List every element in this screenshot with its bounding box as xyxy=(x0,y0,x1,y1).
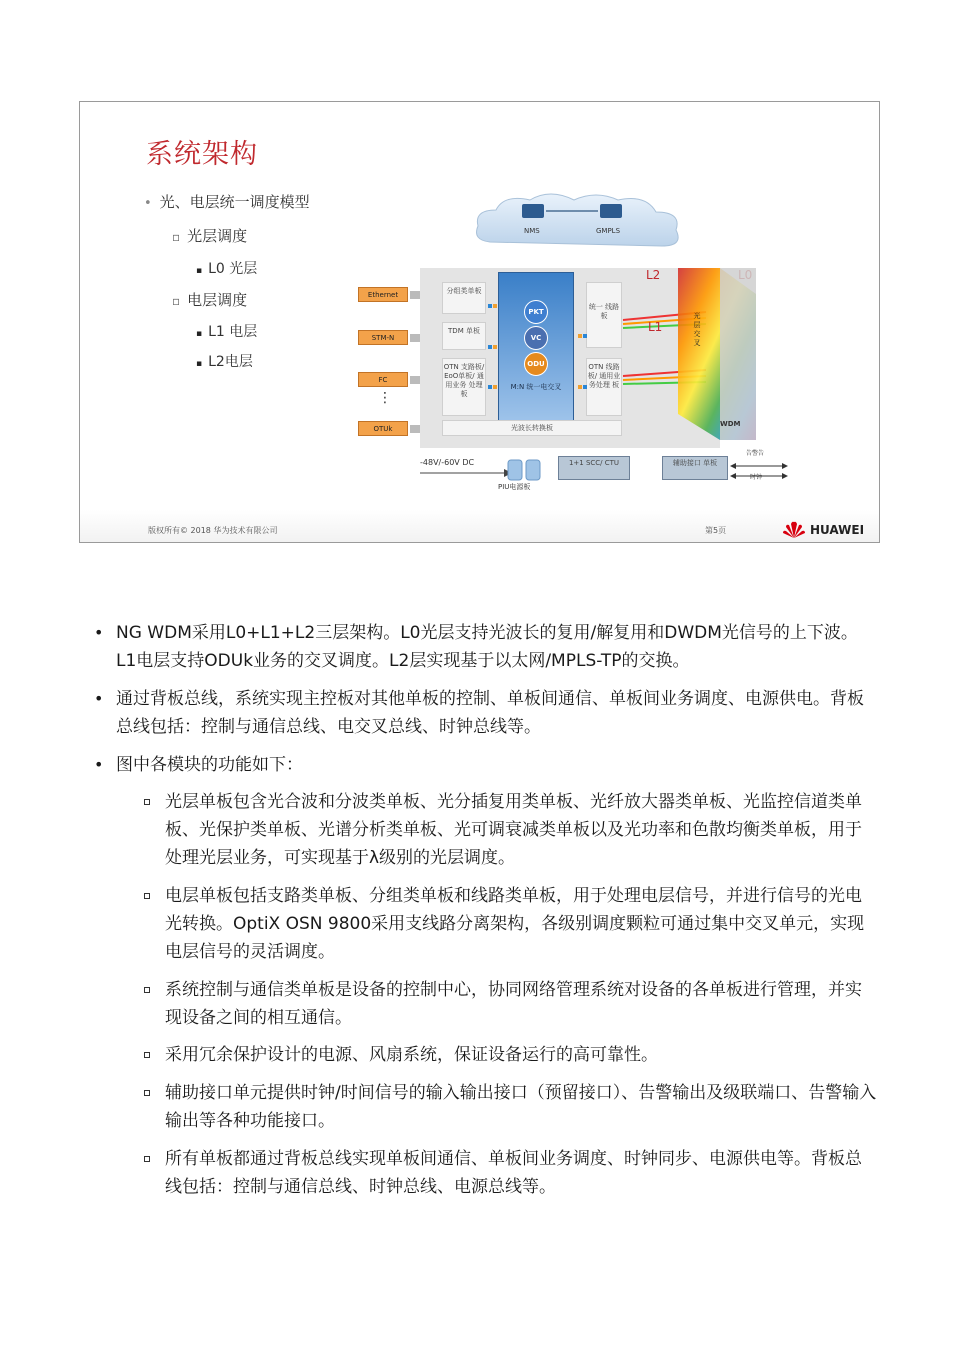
vc-circle: VC xyxy=(524,326,548,350)
architecture-diagram xyxy=(358,190,798,510)
huawei-flower-icon xyxy=(782,521,806,539)
slide-bullet: • 光、电层统一调度模型 xyxy=(144,191,310,212)
optical-cross-label: 光 层 交 叉 xyxy=(693,312,701,347)
odu-circle: ODU xyxy=(524,352,548,376)
alarm-label: 告警告 xyxy=(746,450,765,457)
list-item: • NG WDM采用L0+L1+L2三层架构。L0光层支持光波长的复用/解复用和DWDM光信号的上下波。L1电层支持ODUk业务的交叉调度。L2层实现基于以太网/MPLS-TP的交换。 xyxy=(116,619,876,675)
layer-l1-label: L1 xyxy=(648,320,663,334)
list-item: • 通过背板总线，系统实现主控板对其他单板的控制、单板间通信、单板间业务调度、电源供电。背板总线包括：控制与通信总线、电交叉总线、时钟总线等。 xyxy=(116,685,876,741)
slide-bullet: ▪ L2电层 xyxy=(196,351,253,371)
piu-label: PIU电源板 xyxy=(498,483,531,491)
clock-label: 时钟 xyxy=(750,474,763,481)
board-unified-line: 统一 线路板 xyxy=(586,282,622,348)
slide-title: 系统架构 xyxy=(146,139,258,170)
board-packet: 分组类单板 xyxy=(442,282,486,314)
slide-copyright: 版权所有© 2018 华为技术有限公司 xyxy=(148,526,278,535)
sub-list-item: 采用冗余保护设计的电源、风扇系统，保证设备运行的高可靠性。 xyxy=(165,1041,877,1069)
power-voltage-label: -48V/-60V DC xyxy=(420,458,475,467)
huawei-logo xyxy=(782,521,864,539)
huawei-brand-text: HUAWEI xyxy=(810,523,865,537)
interface-fc: FC xyxy=(358,372,408,387)
wdm-prism xyxy=(670,264,762,444)
ellipsis-dots: ⋮ xyxy=(378,390,392,406)
slide-bullet: ▫ 电层调度 xyxy=(172,289,247,310)
interface-otuk: OTUk xyxy=(358,421,408,436)
slide-bullet: ▪ L0 光层 xyxy=(196,258,257,278)
layer-l2-label: L2 xyxy=(646,268,661,282)
wdm-label: WDM xyxy=(720,420,741,428)
cloud-icon xyxy=(470,190,690,254)
slide-bullet: ▫ 光层调度 xyxy=(172,225,247,246)
piu-power-icon xyxy=(506,456,546,484)
interface-stm-n: STM-N xyxy=(358,330,408,345)
interface-ethernet: Ethernet xyxy=(358,287,408,302)
switch-label: M:N 统一电交叉 xyxy=(510,383,562,391)
board-wavelength-conversion: 光波长转换板 xyxy=(442,420,622,436)
slide-image xyxy=(79,101,880,543)
power-arrow xyxy=(420,468,512,478)
board-aux-interface: 辅助接口 单板 xyxy=(662,456,728,480)
sub-list-item: 电层单板包括支路类单板、分组类单板和线路类单板，用于处理电层信号，并进行信号的光电光转换。OptiX OSN 9800采用支线路分离架构，各级别调度颗粒可通过集中交叉单元，实现电层信号的灵活调度。 xyxy=(165,882,877,966)
sub-list-item: 所有单板都通过背板总线实现单板间通信、单板间业务调度、时钟同步、电源供电等。背板总线包括：控制与通信总线、时钟总线、电源总线等。 xyxy=(165,1145,877,1201)
slide-bullet: ▪ L1 电层 xyxy=(196,321,257,341)
pkt-circle: PKT xyxy=(524,300,548,324)
sub-list-item: 系统控制与通信类单板是设备的控制中心，协同网络管理系统对设备的各单板进行管理，并实现设备之间的相互通信。 xyxy=(165,976,877,1032)
board-otn-line: OTN 线路板/ 通用业 务处理 板 xyxy=(586,358,622,416)
board-scc-ctu: 1+1 SCC/ CTU xyxy=(558,456,630,480)
sub-list-item: 光层单板包含光合波和分波类单板、光分插复用类单板、光纤放大器类单板、光监控信道类单板、光保护类单板、光谱分析类单板、光可调衰减类单板以及光功率和色散均衡类单板，用于处理光层业务，可实现基于λ级别的光层调度。 xyxy=(165,788,877,872)
list-item: • 图中各模块的功能如下： xyxy=(116,751,876,779)
board-tdm: TDM 单板 xyxy=(442,322,486,350)
nms-label: NMS xyxy=(524,227,540,235)
board-otn-tributary: OTN 支路板/ EoO单板/ 通用业务 处理板 xyxy=(442,358,486,416)
slide-page-number: 第5页 xyxy=(705,526,727,535)
gmpls-label: GMPLS xyxy=(596,227,621,235)
sub-list-item: 辅助接口单元提供时钟/时间信号的输入输出接口（预留接口）、告警输出及级联端口、告警输入输出等各种功能接口。 xyxy=(165,1079,877,1135)
